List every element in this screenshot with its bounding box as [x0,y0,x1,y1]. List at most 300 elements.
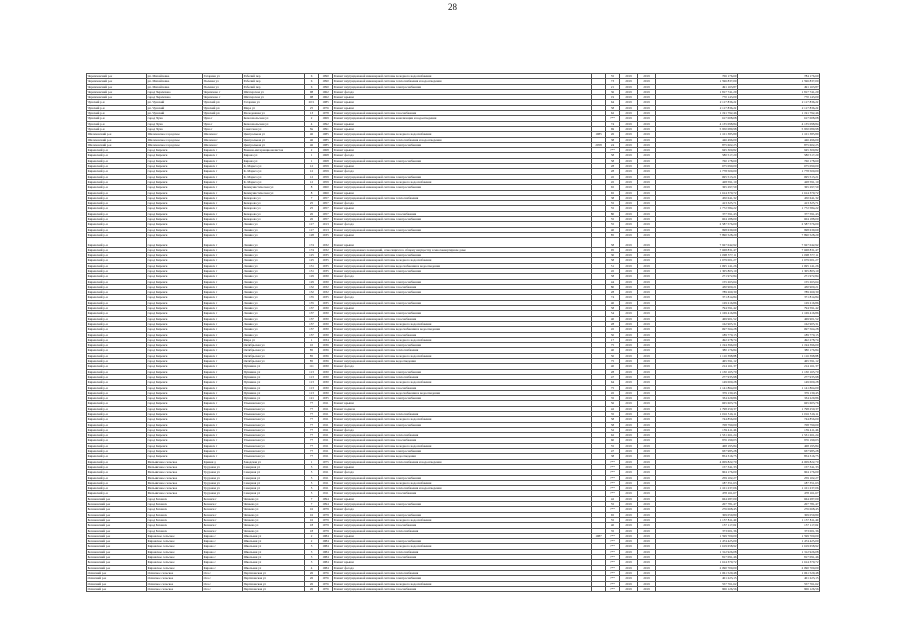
cell-y1: 2019 [620,158,638,163]
cell-work: Ремонт внутридомовой инженерной системы теплоснабжения [333,433,592,438]
cell-house: Ленина ул [243,238,305,248]
cell-area: 7** [606,555,620,560]
cell-year: 1911 [319,401,333,406]
cell-mun: Киренский р-н [87,327,147,332]
cell-cost: 155 263,64 [738,279,820,284]
cell-y1: 2019 [620,169,638,174]
cell-work: Ремонт внутридомовой инженерной системы электроснабжения [333,576,592,581]
cell-year: 1930 [319,279,333,284]
cell-area: 7** [606,475,620,480]
cell-sum: 1 619 658,92 [656,544,738,549]
cell-house: Ленина ул [243,300,305,305]
cell-year: 1962 [319,89,333,94]
cell-y2: 2019 [638,528,656,533]
cell-y2: 2019 [638,512,656,517]
cell-mun: Киренский р-н [87,454,147,459]
cell-work: Ремонт внутридомовой инженерной системы газоснабжения [333,316,592,321]
cell-area: 65 [606,185,620,190]
cell-area: 24 [606,142,620,147]
cell-st: Шелехов г [203,142,243,147]
cell-y2: 2019 [638,195,656,200]
cell-y1: 2019 [620,137,638,142]
cell-cost: 491 163,87 [738,84,820,89]
cell-loc: город Киренск [147,174,203,179]
cell-sum: 129 216,86 [656,300,738,305]
cell-st: Чуна г [203,121,243,126]
cell-year: 1913 [319,227,333,232]
cell-n: 7 [305,195,319,200]
cell-st: Киренск г [203,337,243,342]
cell-work: Ремонт подвала [333,406,592,411]
cell-mun: Осинский р-н [87,570,147,575]
cell-work: Ремонт внутридомовой инженерной системы холодного водоснабжения [333,74,592,79]
cell-n: 113 [305,385,319,390]
cell-house: Ленина ул [243,306,305,311]
cell-sum: 1 016 516,11 [656,412,738,417]
cell-cost: 1 695 141,26 [738,263,820,268]
cell-y1: 2019 [620,417,638,422]
cell-cost: 617 008,08 [738,116,820,121]
cell-year: 1936 [319,348,333,353]
cell-year: 1935 [319,396,333,401]
cell-y2: 2019 [638,247,656,252]
cell-y2: 2019 [638,486,656,491]
cell-y2: 2019 [638,539,656,544]
cell-cost: 401 223,15 [738,576,820,581]
cell-y1: 2019 [620,380,638,385]
cell-work: Ремонт крыши [333,206,592,211]
cell-st: Киренск г [203,295,243,300]
cell-sum: 557 761,62 [656,581,738,586]
cell-loc: город Киренск [147,279,203,284]
cell-y1: 2019 [620,295,638,300]
cell-term: 1987 [592,533,606,538]
cell-area: 55 [606,222,620,227]
cell-loc: город Киренск [147,284,203,289]
cell-cost: 465 591,12 [738,359,820,364]
cell-st: Киренск г [203,169,243,174]
cell-year: 1985 [319,142,333,147]
cell-house: Гагарина ул [243,100,305,105]
cell-mun: Бохановский р-н [87,517,147,522]
cell-house: Пушкина ул [243,374,305,379]
cell-area: 55 [606,217,620,222]
cell-cost: 976 199,03 [738,438,820,443]
cell-sum: 604 188,00 [656,217,738,222]
cell-loc: город Боханск [147,523,203,528]
cell-st: Киренск г [203,433,243,438]
cell-y1: 2019 [620,544,638,549]
cell-mun: Киренский р-н [87,353,147,358]
cell-loc: город Киренск [147,438,203,443]
cell-y1: 2019 [620,523,638,528]
cell-y2: 2019 [638,422,656,427]
cell-area: 42 [606,406,620,411]
cell-house: Ленина ул [243,279,305,284]
cell-st: Чуна г [203,116,243,121]
cell-year: 1911 [319,427,333,432]
cell-n: 26 [305,581,319,586]
cell-area: 64 [606,100,620,105]
cell-house: Центральная ул [243,137,305,142]
cell-y2: 2019 [638,142,656,147]
cell-st: Трудовая ул [203,486,243,491]
cell-area: 55 [606,206,620,211]
cell-y1: 2019 [620,359,638,364]
cell-mun: Киренский р-н [87,369,147,374]
cell-year: 1911 [319,480,333,485]
cell-cost: 784 176,60 [738,74,820,79]
cell-y2: 2019 [638,263,656,268]
cell-sum: 665 603,76 [656,401,738,406]
cell-mun: Киренский р-н [87,179,147,184]
cell-st: Киренск г [203,374,243,379]
cell-loc: город Киренск [147,412,203,417]
cell-mun: Черемховский р-н [87,84,147,89]
cell-y2: 2019 [638,311,656,316]
cell-mun: Бохановский р-н [87,544,147,549]
cell-area: 62 [606,433,620,438]
cell-loc: город Киренск [147,449,203,454]
cell-work: Ремонт внутридомовой инженерной системы электроснабжения [333,422,592,427]
cell-house: Северная ул [243,470,305,475]
cell-st: Киренск г [203,454,243,459]
cell-year: 1911 [319,422,333,427]
cell-loc: Кировское сельское [147,533,203,538]
cell-work: Ремонт внутридомовой инженерной системы теплоснабжения [333,374,592,379]
cell-work: Ремонт внутридомовой инженерной системы электроснабжения [333,300,592,305]
cell-house: К. Маркса ул [243,164,305,169]
cell-work: Ремонт внутридомовой инженерной системы холодного водоснабжения [333,517,592,522]
cell-y1: 2019 [620,211,638,216]
cell-loc: город Киренск [147,327,203,332]
cell-house: Ленина ул [243,295,305,300]
cell-y1: 2019 [620,74,638,79]
cell-loc: Шелеховское городское [147,132,203,137]
cell-area: 38 [606,137,620,142]
cell-sum: 2 117 836,22 [656,105,738,110]
cell-y1: 2019 [620,560,638,565]
cell-year: 1957 [319,206,333,211]
cell-year: 1957 [319,217,333,222]
cell-loc: Мельничное сельское [147,486,203,491]
cell-cost: 708 790,00 [738,422,820,427]
cell-sum: 998 639,69 [656,227,738,232]
cell-mun: Киренский р-н [87,274,147,279]
cell-y2: 2019 [638,316,656,321]
cell-mun: Киренский р-н [87,253,147,258]
cell-year: 1985 [319,100,333,105]
cell-year: 1976 [319,586,333,591]
cell-area: 28 [606,164,620,169]
cell-house: Ульяновская ул [243,433,305,438]
cell-house: Молодежная ул [243,111,305,116]
cell-n: 117 [305,227,319,232]
cell-loc: город Киренск [147,222,203,227]
cell-work: Ремонт внутридомовой инженерной системы электроснабжения [333,502,592,507]
cell-n: 26 [305,217,319,222]
cell-st: Киренск г [203,290,243,295]
cell-loc: город Киренск [147,290,203,295]
cell-work: Ремонт внутридомовой инженерной системы теплоснабжения и водоотведения [333,486,592,491]
cell-work: Ремонт внутридомовой инженерной системы теплоснабжения [333,528,592,533]
cell-y1: 2019 [620,148,638,153]
cell-mun: Киренский р-н [87,164,147,169]
cell-area: 58 [606,306,620,311]
cell-year: 1984 [319,544,333,549]
cell-mun: Шелеховский р-н [87,142,147,147]
cell-year: 1911 [319,412,333,417]
cell-mun: Бохановский р-н [87,512,147,517]
cell-y1: 2019 [620,427,638,432]
cell-mun: Киренский р-н [87,158,147,163]
cell-n: 7 [305,502,319,507]
cell-area: 74 [606,295,620,300]
cell-y1: 2019 [620,549,638,554]
cell-sum: 1 614 370,72 [656,190,738,195]
cell-area: 62 [606,111,620,116]
cell-sum: 794 591,42 [656,306,738,311]
cell-y1: 2019 [620,284,638,289]
cell-cost: 2 117 836,22 [738,100,820,105]
cell-st: Трудовая ул [203,464,243,469]
cell-house: Октябрьская ул [243,348,305,353]
cell-n: 125 [305,258,319,263]
cell-n: 12 [305,174,319,179]
cell-st: Оса с [203,570,243,575]
cell-y1: 2019 [620,507,638,512]
cell-cost: 187 351,63 [738,480,820,485]
cell-sum: 580 517,20 [656,153,738,158]
cell-n: 77 [305,412,319,417]
cell-mun: Киренский р-н [87,195,147,200]
cell-area: 58 [606,105,620,110]
cell-y2: 2019 [638,84,656,89]
cell-st: Трудовая ул [203,475,243,480]
cell-n: 85 [305,359,319,364]
cell-sum: 2 587 576,00 [656,222,738,227]
cell-n: 7 [305,496,319,501]
cell-y2: 2019 [638,390,656,395]
cell-st: Кирово с [203,544,243,549]
cell-mun: Киренский р-н [87,343,147,348]
cell-st: Кирово с [203,555,243,560]
cell-cost: 468 195,84 [738,443,820,448]
cell-house: Чапаева ул [243,496,305,501]
cell-loc: город Киренск [147,211,203,216]
cell-st: Киренск г [203,306,243,311]
cell-work: Ремонт внутридомовой инженерной системы электроснабжения [333,185,592,190]
cell-y1: 2019 [620,385,638,390]
cell-work: Ремонт внутридомовой инженерной системы холодного водоснабжения [333,258,592,263]
cell-house: Кирова ул [243,158,305,163]
cell-st: Киренск г [203,422,243,427]
cell-y2: 2019 [638,586,656,591]
cell-y1: 2019 [620,179,638,184]
cell-sum: 904 176,00 [656,470,738,475]
cell-n: 4 [305,121,319,126]
cell-area: 40 [606,364,620,369]
cell-st: Киренск г [203,327,243,332]
cell-st: Киренск г [203,359,243,364]
cell-cost: 413 325,71 [738,201,820,206]
cell-sum: 1 679 001,27 [656,258,738,263]
cell-year: 1990 [319,84,333,89]
cell-year: 1930 [319,327,333,332]
cell-mun: Бохановский р-н [87,555,147,560]
cell-work: Ремонт внутридомовой инженерной системы холодного водоснабжения [333,417,592,422]
cell-y1: 2019 [620,396,638,401]
cell-n: 77 [305,401,319,406]
cell-year: 1911 [319,438,333,443]
cell-house: Комсомольская ул [243,116,305,121]
cell-work: Ремонт внутридомовой инженерной системы газоснабжения [333,332,592,337]
cell-y1: 2019 [620,263,638,268]
cell-y1: 2019 [620,433,638,438]
cell-area: 60 [606,438,620,443]
cell-year: 1930 [319,364,333,369]
cell-y2: 2019 [638,100,656,105]
cell-house: Ульяновская ул [243,449,305,454]
cell-year: 1930 [319,306,333,311]
cell-work: Ремонт внутридомовой инженерной системы холодного водоснабжения [333,544,592,549]
cell-year: 1975 [319,459,333,464]
cell-year: 1935 [319,232,333,237]
cell-area: 47 [606,449,620,454]
cell-y2: 2019 [638,185,656,190]
cell-st: Боханск г [203,502,243,507]
cell-work: Ремонт внутридомовой инженерной системы электроснабжения [333,279,592,284]
cell-house: Школьная ул [243,560,305,565]
cell-n: 5 [305,480,319,485]
cell-y1: 2019 [620,268,638,273]
cell-mun: Бохановский р-н [87,565,147,570]
cell-year: 1932 [319,247,333,252]
cell-year: 1994 [319,502,333,507]
cell-house: Ульяновская ул [243,422,305,427]
table-body [87,74,820,592]
cell-sum: 697 564,28 [656,327,738,332]
cell-st: Боханск г [203,528,243,533]
cell-area: 7** [606,544,620,549]
cell-area: 74 [606,121,620,126]
cell-loc: город Киренск [147,390,203,395]
cell-y1: 2019 [620,502,638,507]
cell-loc: город Чуна [147,126,203,131]
cell-loc: рп. Михайловка [147,84,203,89]
cell-sum: 675 090,00 [656,164,738,169]
cell-y2: 2019 [638,459,656,464]
cell-n: 77 [305,443,319,448]
cell-area: 7** [606,539,620,544]
cell-area: 28 [606,321,620,326]
cell-year: 1930 [319,274,333,279]
cell-cost: 675 090,00 [738,164,820,169]
cell-work: Ремонт внутридомовой инженерной системы электроснабжения [333,158,592,163]
cell-work: Ремонт внутридомовой инженерной системы электроснабжения [333,217,592,222]
cell-house: Ленина ул [243,253,305,258]
cell-loc: город Боханск [147,512,203,517]
cell-work: Ремонт внутридомовой инженерной системы теплоснабжения [333,195,592,200]
cell-cost: 492 278,74 [738,337,820,342]
cell-y2: 2019 [638,427,656,432]
cell-loc: Осинское сельское [147,576,203,581]
cell-sum: 379 130,45 [656,390,738,395]
cell-house: Октябрьская ул [243,359,305,364]
cell-y1: 2019 [620,79,638,84]
cell-area: 7** [606,507,620,512]
cell-cost: 770 143,00 [738,95,820,100]
cell-work: Ремонт крыши [333,238,592,248]
cell-loc: город Киренск [147,316,203,321]
cell-cost: 162 905,31 [738,321,820,326]
cell-y1: 2019 [620,539,638,544]
cell-work: Ремонт внутридомовой инженерной системы газоснабжения [333,385,592,390]
cell-year: 1911 [319,475,333,480]
cell-mun: Бохановский р-н [87,533,147,538]
cell-area: 7** [606,470,620,475]
cell-house: Северная ул [243,486,305,491]
cell-cost: 4 009 822,70 [738,459,820,464]
cell-house: Комарова ул [243,195,305,200]
cell-area: 45 [606,390,620,395]
cell-cost: 1 798 250,37 [738,406,820,411]
cell-loc: город Киренск [147,401,203,406]
cell-loc: город Киренск [147,206,203,211]
cell-st: Киренск г [203,321,243,326]
cell-st: Киренск г [203,279,243,284]
cell-house: Чапаева ул [243,507,305,512]
cell-house: Пушкина ул [243,396,305,401]
cell-area: 7** [606,148,620,153]
cell-sum: 5 950 089,98 [656,126,738,131]
cell-house: Северная ул [243,491,305,496]
cell-year: 1978 [319,111,333,116]
cell-cost: 7 668 831,47 [738,247,820,252]
cell-area: 19 [606,95,620,100]
cell-st: Боханск г [203,496,243,501]
cell-area: 7** [606,570,620,575]
cell-sum: 1 531 261,24 [656,433,738,438]
cell-mun: Бохановский р-н [87,523,147,528]
cell-n: 137 [305,306,319,311]
cell-work: Ремонт крыши [333,105,592,110]
cell-y2: 2019 [638,449,656,454]
cell-y1: 2019 [620,222,638,227]
cell-house: Комсомольская ул [243,121,305,126]
cell-sum: 259 102,27 [656,475,738,480]
cell-mun: Киренский р-н [87,232,147,237]
cell-y2: 2019 [638,385,656,390]
cell-year: 1976 [319,570,333,575]
cell-sum: 1 596 837,00 [656,79,738,84]
cell-loc: город Киренск [147,195,203,200]
cell-cost: 1 778 500,00 [738,169,820,174]
cell-y2: 2019 [638,380,656,385]
cell-sum: 945 300,82 [656,148,738,153]
cell-sum: 377 591,43 [656,211,738,216]
cell-mun: Киренский р-н [87,396,147,401]
cell-sum: 4 009 822,70 [656,459,738,464]
cell-house: Ленина ул [243,232,305,237]
cell-loc: город Киренск [147,306,203,311]
cell-year: 1960 [319,190,333,195]
cell-cost: 371 814,84 [738,295,820,300]
cell-area: 58 [606,153,620,158]
cell-work: Ремонт крыши [333,121,592,126]
cell-sum: 1 169 416,86 [656,311,738,316]
cell-mun: Киренский р-н [87,374,147,379]
